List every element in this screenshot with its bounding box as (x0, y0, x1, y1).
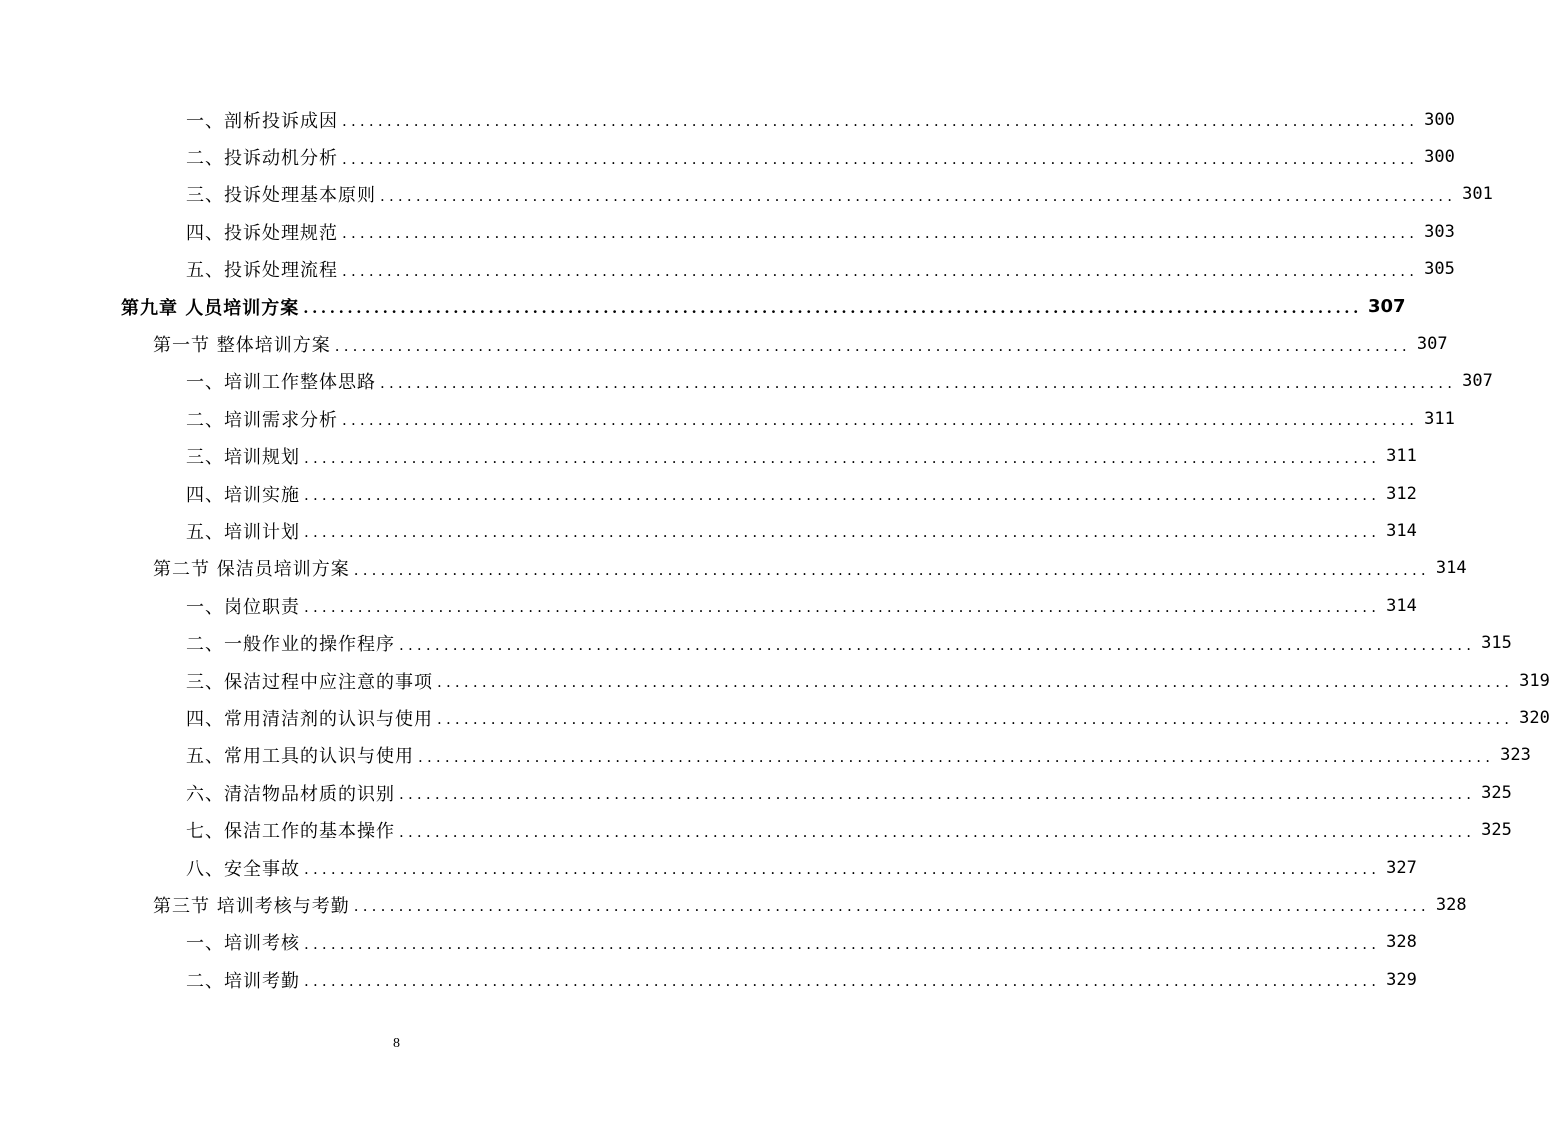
toc-dot-leader: ........................................................................................................................ (342, 224, 1419, 243)
toc-entry-page-number: 305 (1424, 259, 1455, 280)
toc-dot-leader: ........................................................................................................................ (418, 747, 1495, 766)
toc-dot-leader: ........................................................................................................................ (303, 299, 1362, 318)
toc-dot-leader: ........................................................................................................................ (380, 186, 1457, 205)
toc-dot-leader: ........................................................................................................................ (380, 373, 1457, 392)
toc-entry-chapter[interactable] (0, 288, 1406, 325)
toc-entry-item[interactable] (0, 475, 1417, 512)
toc-dot-leader: ........................................................................................................................ (437, 710, 1514, 729)
toc-dot-leader: ........................................................................................................................ (304, 523, 1381, 542)
toc-entry-section[interactable] (0, 550, 1467, 587)
toc-entry-page-number: 312 (1386, 483, 1417, 504)
toc-entry-title: 七、保洁工作的基本操作 (186, 821, 395, 843)
toc-dot-leader: ........................................................................................................................ (304, 448, 1381, 467)
toc-entry-item[interactable] (0, 774, 1512, 811)
toc-dot-leader: ........................................................................................................................ (304, 860, 1381, 878)
toc-entry-page-number: 307 (1367, 296, 1406, 318)
toc-entry-title: 二、投诉动机分析 (186, 148, 338, 170)
toc-entry-page-number: 300 (1424, 109, 1455, 130)
toc-dot-leader: ........................................................................................................................ (342, 261, 1419, 280)
toc-entry-item[interactable] (0, 737, 1531, 774)
toc-entry-page-number: 307 (1416, 334, 1448, 355)
toc-entry-page-number: 328 (1435, 894, 1467, 915)
toc-dot-leader: ........................................................................................................................ (304, 486, 1381, 505)
toc-entry-page-number: 325 (1481, 782, 1512, 803)
toc-entry-title: 三、培训规划 (186, 447, 300, 469)
toc-entry-title: 二、培训考勤 (186, 970, 300, 992)
toc-dot-leader: ........................................................................................................................ (342, 149, 1419, 168)
toc-dot-leader: ........................................................................................................................ (399, 635, 1476, 654)
toc-entry-item[interactable] (0, 251, 1455, 288)
toc-dot-leader: ........................................................................................................................ (304, 972, 1381, 991)
toc-entry-title: 六、清洁物品材质的识别 (186, 783, 395, 805)
toc-dot-leader: ........................................................................................................................ (353, 560, 1430, 579)
toc-entry-section[interactable] (0, 325, 1448, 362)
toc-entry-page-number: 319 (1519, 670, 1550, 691)
toc-dot-leader: ........................................................................................................................ (353, 897, 1430, 916)
toc-entry-item[interactable] (0, 587, 1417, 624)
toc-entry-item[interactable] (0, 138, 1455, 175)
toc-dot-leader: ........................................................................................................................ (399, 785, 1476, 804)
toc-entry-item[interactable] (0, 624, 1512, 661)
table-of-contents (0, 101, 1550, 998)
toc-dot-leader: ........................................................................................................................ (342, 411, 1419, 430)
toc-entry-page-number: 329 (1386, 969, 1417, 990)
toc-entry-item[interactable] (0, 400, 1455, 437)
toc-dot-leader: ........................................................................................................................ (342, 112, 1419, 131)
toc-entry-title: 八、安全事故 (186, 858, 300, 880)
toc-entry-page-number: 314 (1435, 558, 1467, 579)
toc-entry-item[interactable] (0, 438, 1417, 475)
toc-entry-title: 二、一般作业的操作程序 (186, 634, 395, 656)
toc-entry-section[interactable] (0, 886, 1467, 923)
toc-entry-title: 四、投诉处理规范 (186, 222, 338, 244)
toc-entry-title: 第三节 培训考核与考勤 (153, 895, 350, 917)
page-number: 8 (393, 1036, 400, 1051)
toc-entry-item[interactable] (0, 811, 1512, 848)
toc-dot-leader: ........................................................................................................................ (304, 598, 1381, 617)
toc-entry-title: 第九章 人员培训方案 (121, 297, 300, 319)
toc-entry-item[interactable] (0, 176, 1493, 213)
toc-entry-page-number: 300 (1424, 147, 1455, 168)
toc-entry-title: 四、常用清洁剂的认识与使用 (186, 708, 433, 730)
toc-entry-title: 五、培训计划 (186, 521, 300, 543)
toc-entry-title: 五、常用工具的认识与使用 (186, 746, 414, 768)
toc-entry-item[interactable] (0, 101, 1455, 138)
toc-entry-item[interactable] (0, 961, 1417, 998)
toc-entry-title: 五、投诉处理流程 (186, 260, 338, 282)
toc-dot-leader: ........................................................................................................................ (304, 934, 1381, 953)
toc-entry-title: 一、剖析投诉成因 (186, 110, 338, 132)
toc-entry-page-number: 314 (1386, 520, 1417, 541)
toc-dot-leader: ........................................................................................................................ (334, 336, 1411, 355)
toc-entry-page-number: 328 (1386, 932, 1417, 953)
toc-entry-title: 一、岗位职责 (186, 596, 300, 618)
toc-entry-page-number: 315 (1481, 633, 1512, 654)
toc-entry-page-number: 301 (1462, 184, 1493, 205)
toc-entry-page-number: 323 (1500, 745, 1531, 766)
toc-entry-item[interactable] (0, 363, 1493, 400)
toc-entry-page-number: 303 (1424, 221, 1455, 242)
toc-entry-page-number: 307 (1462, 371, 1493, 392)
toc-entry-title: 第一节 整体培训方案 (153, 335, 331, 357)
toc-entry-item[interactable] (0, 924, 1417, 961)
toc-entry-title: 一、培训考核 (186, 933, 300, 955)
toc-entry-item[interactable] (0, 512, 1417, 549)
toc-entry-page-number: 320 (1519, 707, 1550, 728)
toc-entry-item[interactable] (0, 849, 1417, 886)
toc-entry-item[interactable] (0, 699, 1550, 736)
toc-entry-title: 一、培训工作整体思路 (186, 372, 376, 394)
toc-entry-page-number: 325 (1481, 820, 1512, 841)
toc-entry-title: 二、培训需求分析 (186, 409, 338, 431)
toc-dot-leader: ........................................................................................................................ (399, 822, 1476, 841)
toc-entry-page-number: 311 (1424, 408, 1455, 429)
toc-entry-page-number: 314 (1386, 595, 1417, 616)
toc-dot-leader: ........................................................................................................................ (437, 673, 1514, 692)
toc-entry-title: 三、投诉处理基本原则 (186, 185, 376, 207)
toc-entry-page-number: 311 (1386, 446, 1417, 467)
toc-entry-item[interactable] (0, 213, 1455, 250)
toc-entry-title: 四、培训实施 (186, 484, 300, 506)
toc-entry-item[interactable] (0, 662, 1550, 699)
toc-entry-page-number: 327 (1386, 857, 1417, 878)
toc-entry-title: 三、保洁过程中应注意的事项 (186, 671, 433, 693)
toc-entry-title: 第二节 保洁员培训方案 (153, 559, 350, 581)
